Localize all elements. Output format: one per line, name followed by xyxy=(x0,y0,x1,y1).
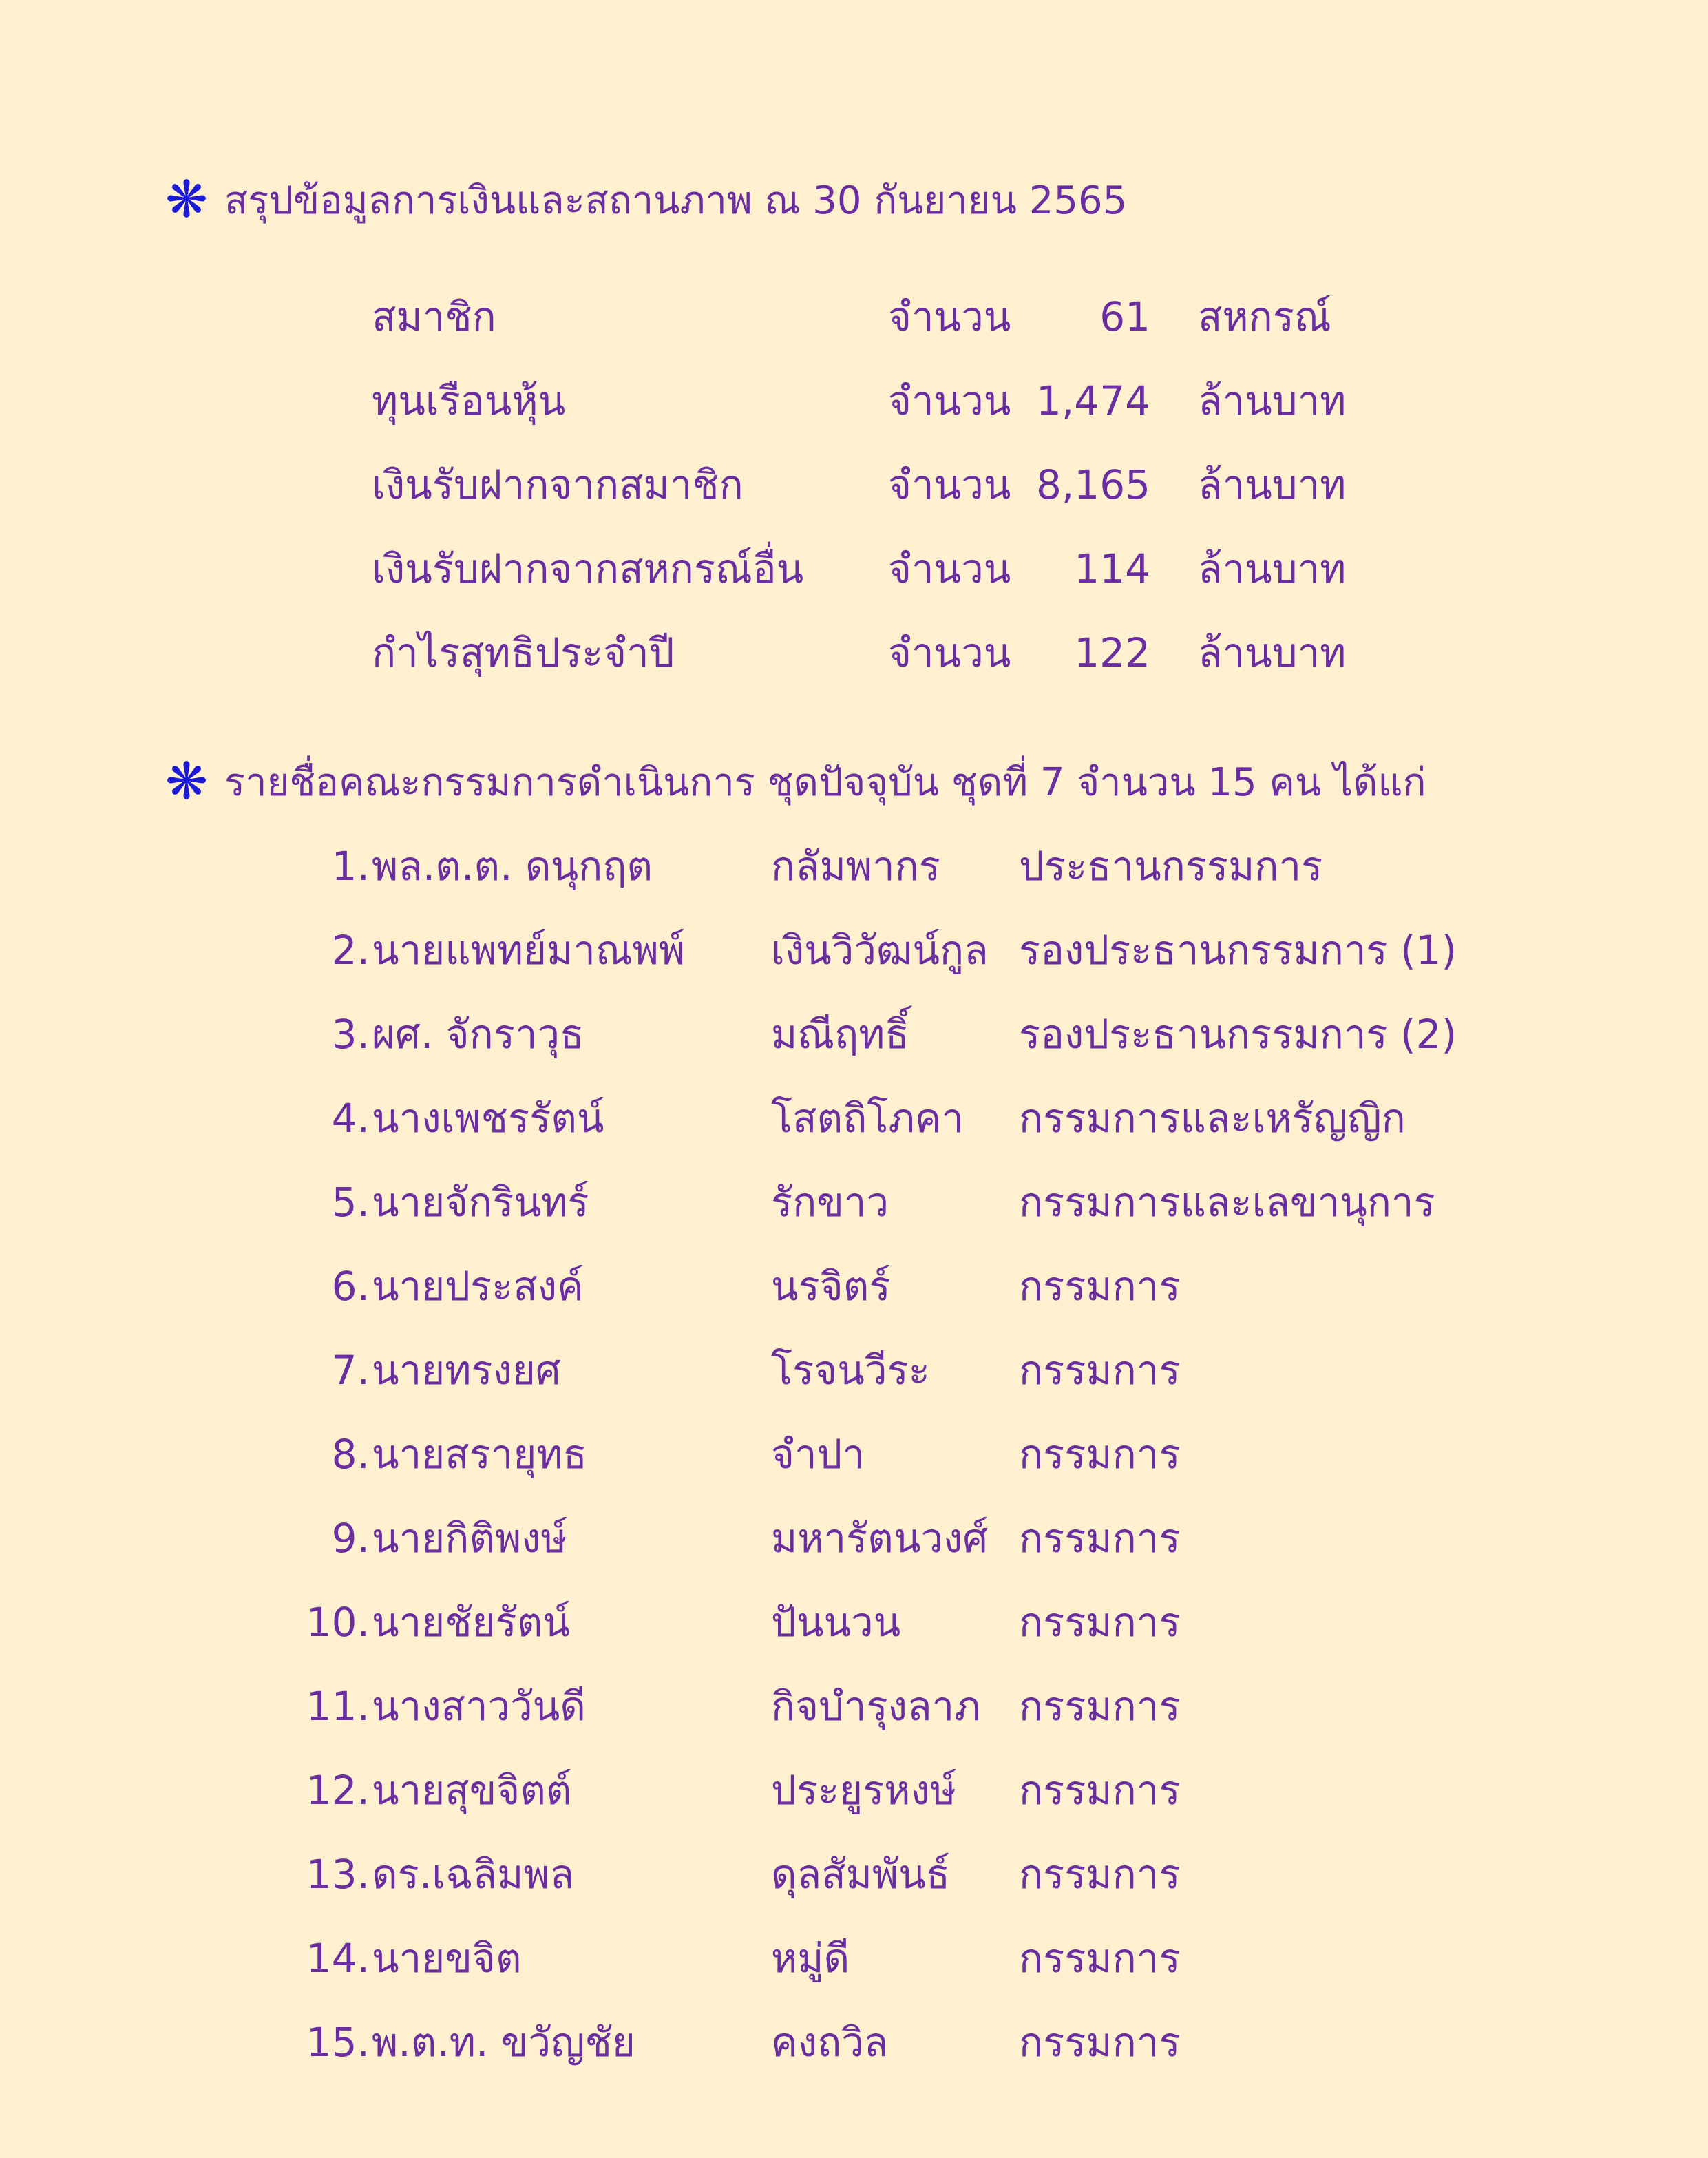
member-role: กรรมการและเลขานุการ xyxy=(1019,1179,1435,1226)
summary-amount-word: จำนวน xyxy=(888,293,1011,340)
member-last-name: ปันนวน xyxy=(771,1599,901,1646)
member-row xyxy=(0,1168,1708,1237)
member-role: กรรมการ xyxy=(1019,2019,1181,2066)
member-number: 2. xyxy=(331,927,370,974)
member-number: 14. xyxy=(306,1935,370,1982)
member-role: กรรมการ xyxy=(1019,1935,1181,1982)
member-last-name: มหารัตนวงศ์ xyxy=(771,1515,989,1562)
member-role: กรรมการ xyxy=(1019,1599,1181,1646)
member-role: กรรมการ xyxy=(1019,1851,1181,1898)
member-first-name: นายขจิต xyxy=(372,1935,522,1982)
asterisk-flower-icon: ❋ xyxy=(165,752,209,811)
member-row xyxy=(0,1840,1708,1909)
member-number: 13. xyxy=(306,1851,370,1898)
summary-row xyxy=(0,282,1708,351)
member-number: 8. xyxy=(331,1431,370,1478)
member-last-name: รักขาว xyxy=(771,1179,889,1226)
member-row xyxy=(0,832,1708,901)
member-role: กรรมการ xyxy=(1019,1347,1181,1394)
summary-unit: สหกรณ์ xyxy=(1198,293,1331,340)
member-row xyxy=(0,1756,1708,1825)
member-role: ประธานกรรมการ xyxy=(1019,843,1323,890)
member-last-name: โรจนวีระ xyxy=(771,1347,930,1394)
member-first-name: นายสุขจิตต์ xyxy=(372,1767,572,1814)
committee-heading xyxy=(165,751,1426,813)
member-role: กรรมการ xyxy=(1019,1515,1181,1562)
summary-row xyxy=(0,534,1708,603)
summary-row xyxy=(0,450,1708,519)
summary-amount-word: จำนวน xyxy=(888,629,1011,676)
member-last-name: ดุลสัมพันธ์ xyxy=(771,1851,951,1898)
member-number: 4. xyxy=(331,1095,370,1142)
member-last-name: กลัมพากร xyxy=(771,843,940,890)
member-row xyxy=(0,2008,1708,2077)
member-number: 1. xyxy=(331,843,370,890)
summary-value: 8,165 xyxy=(1035,461,1150,508)
committee-heading-text: รายชื่อคณะกรรมการดำเนินการ ชุดปัจจุบัน ชุดที่ 7 จำนวน 15 คน ได้แก่ xyxy=(224,760,1426,805)
member-row xyxy=(0,1672,1708,1741)
member-row xyxy=(0,1420,1708,1489)
member-first-name: นายประสงค์ xyxy=(372,1263,584,1310)
member-first-name: นางสาววันดี xyxy=(372,1683,586,1730)
member-row xyxy=(0,1252,1708,1321)
member-first-name: นายกิติพงษ์ xyxy=(372,1515,567,1562)
summary-amount-word: จำนวน xyxy=(888,377,1011,424)
member-row xyxy=(0,1084,1708,1153)
member-first-name: นายสรายุทธ xyxy=(372,1431,587,1478)
summary-row xyxy=(0,366,1708,435)
summary-unit: ล้านบาท xyxy=(1198,377,1347,424)
member-first-name: พล.ต.ต. ดนุกฤต xyxy=(372,843,653,890)
member-last-name: เงินวิวัฒน์กูล xyxy=(771,927,989,974)
member-number: 9. xyxy=(331,1515,370,1562)
member-row xyxy=(0,916,1708,985)
member-first-name: ผศ. จักราวุธ xyxy=(372,1011,584,1058)
member-row xyxy=(0,1000,1708,1069)
member-row xyxy=(0,1588,1708,1657)
summary-value: 1,474 xyxy=(1035,377,1150,424)
member-first-name: นายชัยรัตน์ xyxy=(372,1599,571,1646)
summary-value: 61 xyxy=(1099,293,1150,340)
member-first-name: นายทรงยศ xyxy=(372,1347,561,1394)
summary-amount-word: จำนวน xyxy=(888,461,1011,508)
member-number: 12. xyxy=(306,1767,370,1814)
summary-row xyxy=(0,618,1708,687)
summary-unit: ล้านบาท xyxy=(1198,545,1347,592)
summary-heading xyxy=(165,169,1127,231)
member-last-name: จำปา xyxy=(771,1431,865,1478)
member-role: รองประธานกรรมการ (2) xyxy=(1019,1011,1457,1058)
member-role: กรรมการ xyxy=(1019,1263,1181,1310)
member-number: 3. xyxy=(331,1011,370,1058)
member-number: 10. xyxy=(306,1599,370,1646)
member-role: กรรมการ xyxy=(1019,1767,1181,1814)
member-number: 15. xyxy=(306,2019,370,2066)
member-first-name: นายจักรินทร์ xyxy=(372,1179,589,1226)
summary-heading-text: สรุปข้อมูลการเงินและสถานภาพ ณ 30 กันยายน 2565 xyxy=(224,178,1128,223)
member-first-name: พ.ต.ท. ขวัญชัย xyxy=(372,2019,635,2066)
member-number: 11. xyxy=(306,1683,370,1730)
member-first-name: นายแพทย์มาณพพ์ xyxy=(372,927,686,974)
summary-amount-word: จำนวน xyxy=(888,545,1011,592)
member-row xyxy=(0,1336,1708,1405)
summary-value: 114 xyxy=(1074,545,1150,592)
member-first-name: ดร.เฉลิมพล xyxy=(372,1851,575,1898)
summary-label: สมาชิก xyxy=(372,293,496,340)
summary-label: ทุนเรือนหุ้น xyxy=(372,377,566,424)
summary-label: กำไรสุทธิประจำปี xyxy=(372,629,675,676)
summary-unit: ล้านบาท xyxy=(1198,461,1347,508)
member-last-name: มณีฤทธิ์ xyxy=(771,1011,909,1058)
member-number: 6. xyxy=(331,1263,370,1310)
member-role: กรรมการ xyxy=(1019,1683,1181,1730)
member-row xyxy=(0,1504,1708,1573)
member-last-name: กิจบำรุงลาภ xyxy=(771,1683,981,1730)
summary-label: เงินรับฝากจากสมาชิก xyxy=(372,461,744,508)
member-last-name: นรจิตร์ xyxy=(771,1263,891,1310)
member-number: 5. xyxy=(331,1179,370,1226)
asterisk-flower-icon: ❋ xyxy=(165,170,209,229)
member-first-name: นางเพชรรัตน์ xyxy=(372,1095,604,1142)
member-last-name: คงถวิล xyxy=(771,2019,889,2066)
summary-unit: ล้านบาท xyxy=(1198,629,1347,676)
member-last-name: หมู่ดี xyxy=(771,1935,850,1982)
summary-value: 122 xyxy=(1074,629,1150,676)
member-number: 7. xyxy=(331,1347,370,1394)
member-last-name: ประยูรหงษ์ xyxy=(771,1767,957,1814)
member-role: รองประธานกรรมการ (1) xyxy=(1019,927,1457,974)
member-role: กรรมการและเหรัญญิก xyxy=(1019,1095,1406,1142)
member-row xyxy=(0,1924,1708,1993)
member-role: กรรมการ xyxy=(1019,1431,1181,1478)
summary-label: เงินรับฝากจากสหกรณ์อื่น xyxy=(372,545,804,592)
member-last-name: โสตถิโภคา xyxy=(771,1095,964,1142)
